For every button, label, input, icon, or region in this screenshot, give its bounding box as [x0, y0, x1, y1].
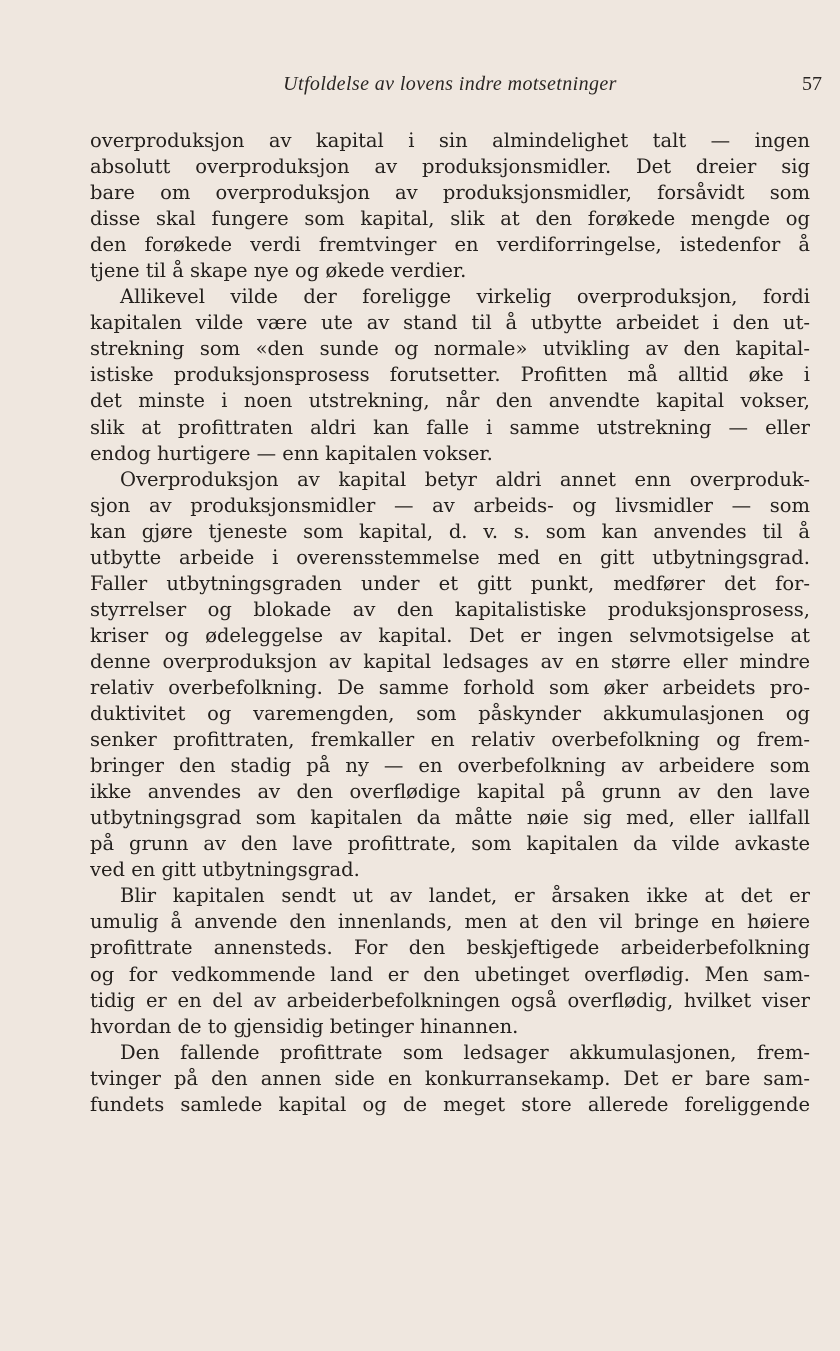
running-head [90, 73, 822, 103]
text-line: utbytningsgrad som kapitalen da måtte nøie sig med, eller iallfall [90, 806, 810, 830]
text-line: slik at profittraten aldri kan falle i samme utstrekning — eller [90, 415, 810, 439]
page-number: 57 [802, 73, 822, 95]
text-line: kriser og ødeleggelse av kapital. Det er ingen selvmotsigelse at [90, 623, 810, 647]
text-line: denne overproduksjon av kapital ledsages av en større eller mindre [90, 649, 810, 673]
text-line: Faller utbytningsgraden under et gitt punkt, medfører det for- [90, 571, 810, 595]
text-line: disse skal fungere som kapital, slik at den forøkede mengde og [90, 207, 810, 231]
text-line: Blir kapitalen sendt ut av landet, er årsaken ikke at det er [120, 884, 810, 908]
text-line: tjene til å skape nye og økede verdier. [90, 259, 467, 283]
text-line: kapitalen vilde være ute av stand til å utbytte arbeidet i den ut- [90, 311, 810, 335]
text-line: duktivitet og varemengden, som påskynder akkumulasjonen og [90, 702, 810, 726]
text-line: profittrate annensteds. For den beskjeftigede arbeiderbefolkning [90, 936, 810, 960]
body-text [90, 128, 810, 1118]
text-line: den forøkede verdi fremtvinger en verdiforringelse, istedenfor å [90, 233, 810, 257]
text-line: det minste i noen utstrekning, når den anvendte kapital vokser, [90, 389, 810, 413]
text-line: absolutt overproduksjon av produksjonsmidler. Det dreier sig [90, 155, 810, 179]
text-line: sjon av produksjonsmidler — av arbeids- og livsmidler — som [90, 493, 810, 517]
text-line: strekning som «den sunde og normale» utvikling av den kapital- [90, 337, 810, 361]
text-line: Allikevel vilde der foreligge virkelig overproduksjon, fordi [120, 285, 810, 309]
text-line: endog hurtigere — enn kapitalen vokser. [90, 441, 493, 465]
text-line: ved en gitt utbytningsgrad. [90, 858, 360, 882]
text-line: fundets samlede kapital og de meget store allerede foreliggende [90, 1092, 810, 1116]
text-line: kan gjøre tjeneste som kapital, d. v. s. som kan anvendes til å [90, 519, 810, 543]
text-line: umulig å anvende den innenlands, men at den vil bringe en høiere [90, 910, 810, 934]
text-line: overproduksjon av kapital i sin almindelighet talt — ingen [90, 129, 810, 152]
running-title: Utfoldelse av lovens indre motsetninger [283, 73, 617, 95]
text-line: bringer den stadig på ny — en overbefolkning av arbeidere som [90, 754, 810, 778]
text-line: relativ overbefolkning. De samme forhold som øker arbeidets pro- [90, 675, 810, 699]
text-line: tvinger på den annen side en konkurransekamp. Det er bare sam- [90, 1066, 810, 1090]
text-line: tidig er en del av arbeiderbefolkningen også overflødig, hvilket viser [90, 988, 810, 1012]
text-line: istiske produksjonsprosess forutsetter. Profitten må alltid øke i [90, 363, 810, 387]
text-line: Overproduksjon av kapital betyr aldri annet enn overproduk- [120, 467, 810, 491]
text-line: og for vedkommende land er den ubetinget overflødig. Men sam- [90, 962, 810, 986]
text-line: utbytte arbeide i overensstemmelse med en gitt utbytningsgrad. [90, 545, 810, 569]
text-line: på grunn av den lave profittrate, som kapitalen da vilde avkaste [90, 832, 810, 856]
text-line: styrrelser og blokade av den kapitalistiske produksjonsprosess, [90, 597, 810, 621]
text-line: ikke anvendes av den overflødige kapital på grunn av den lave [90, 780, 810, 804]
text-line: Den fallende profittrate som ledsager akkumulasjonen, frem- [120, 1040, 810, 1064]
text-line: bare om overproduksjon av produksjonsmidler, forsåvidt som [90, 181, 810, 205]
text-line: hvordan de to gjensidig betinger hinannen. [90, 1014, 519, 1038]
text-line: senker profittraten, fremkaller en relativ overbefolkning og frem- [90, 728, 810, 752]
